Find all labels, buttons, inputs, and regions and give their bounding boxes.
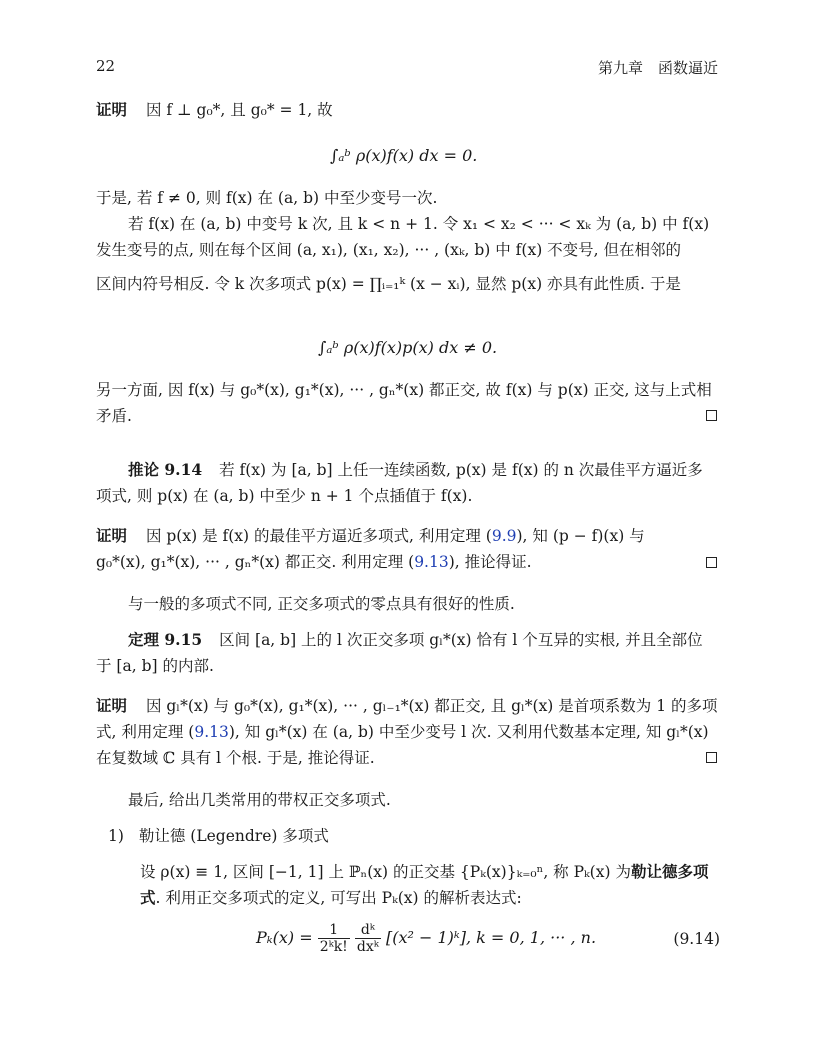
proof1-paragraph-2-line-3: 区间内符号相反. 令 k 次多项式 p(x) = ∏ᵢ₌₁ᵏ (x − xᵢ), 显然 p(x) 亦具有此性质. 于是 (96, 275, 681, 293)
legendre-text-2b: . 利用正交多项式的定义, 可写出 Pₖ(x) 的解析表达式: (155, 889, 522, 907)
legendre-line-1 (140, 862, 708, 882)
proof1-paragraph-3-line-2: 矛盾. (96, 407, 132, 425)
proof2-text-2b: ), 推论得证. (448, 553, 532, 571)
corollary-label: 推论 9.14 (128, 460, 203, 479)
equation-number: (9.14) (673, 930, 720, 948)
list-item-number: 1) (108, 827, 124, 845)
proof2-line-2 (96, 552, 532, 572)
theorem-reference-link[interactable]: 9.13 (194, 723, 229, 741)
proof2-line-1 (96, 526, 645, 546)
legendre-item (108, 826, 329, 846)
theorem-reference-link[interactable]: 9.9 (491, 527, 517, 545)
proof1-paragraph-2-line-1: 若 f(x) 在 (a, b) 中变号 k 次, 且 k < n + 1. 令 x₁ < x₂ < ··· < xₖ 为 (a, b) 中 f(x) (128, 215, 710, 233)
proof3-text-2b: ), 知 gₗ*(x) 在 (a, b) 中至少变号 l 次. 又利用代数基本定理, 知 gₗ*(x) (228, 723, 709, 741)
fraction-2 (355, 922, 381, 955)
equation-integral-1: ∫ₐᵇ ρ(x)f(x) dx = 0. (330, 146, 478, 165)
final-intro: 最后, 给出几类常用的带权正交多项式. (128, 791, 391, 809)
fraction-1-denominator: 2ᵏk! (319, 939, 348, 955)
proof3-line-1 (96, 696, 718, 716)
legendre-line-2 (140, 888, 522, 908)
proof3-line-3: 在复数域 ℂ 具有 l 个根. 于是, 推论得证. (96, 749, 375, 767)
theorem-line-2: 于 [a, b] 的内部. (96, 657, 214, 675)
proof1-intro: 因 f ⊥ g₀*, 且 g₀* = 1, 故 (145, 101, 333, 119)
proof1-paragraph-2-line-2: 发生变号的点, 则在每个区间 (a, x₁), (x₁, x₂), ··· , (xₖ, b) 中 f(x) 不变号, 但在相邻的 (96, 241, 682, 259)
theorem-text-1: 区间 [a, b] 上的 l 次正交多项 gₗ*(x) 恰有 l 个互异的实根, 并且全部位 (219, 631, 703, 649)
proof3-text-1: 因 gₗ*(x) 与 g₀*(x), g₁*(x), ··· , gₗ₋₁*(x) 都正交, 且 gₗ*(x) 是首项系数为 1 的多项 (145, 697, 718, 715)
page-number: 22 (96, 57, 116, 75)
legendre-item-title: 勒让德 (Legendre) 多项式 (138, 827, 329, 845)
legendre-text-1a: 设 ρ(x) ≡ 1, 区间 [−1, 1] 上 ℙₙ(x) 的正交基 {Pₖ(x)}ₖ₌₀ⁿ, 称 Pₖ(x) 为 (140, 863, 631, 881)
proof1-first-line (96, 100, 333, 120)
eq-lhs: Pₖ(x) = (256, 928, 318, 947)
fraction-1-numerator: 1 (318, 922, 350, 939)
eq-rhs: [(x² − 1)ᵏ], k = 0, 1, ··· , n. (385, 928, 597, 947)
qed-symbol (706, 410, 717, 421)
proof-label: 证明 (96, 526, 128, 545)
fraction-2-numerator: dᵏ (355, 922, 381, 939)
legendre-term-end: 式 (140, 888, 156, 907)
corollary-line-1 (128, 460, 703, 480)
proof1-paragraph-3-line-1: 另一方面, 因 f(x) 与 g₀*(x), g₁*(x), ··· , gₙ*(x) 都正交, 故 f(x) 与 p(x) 正交, 这与上式相 (96, 381, 712, 399)
corollary-line-2: 项式, 则 p(x) 在 (a, b) 中至少 n + 1 个点插值于 f(x). (96, 487, 473, 505)
proof3-line-2 (96, 722, 709, 742)
qed-symbol (706, 557, 717, 568)
chapter-title: 第九章 函数逼近 (597, 59, 718, 77)
theorem-label: 定理 9.15 (128, 630, 203, 649)
qed-symbol (706, 752, 717, 763)
proof2-text-2a: g₀*(x), g₁*(x), ··· , gₙ*(x) 都正交. 利用定理 ( (96, 553, 415, 571)
legendre-term: 勒让德多项 (630, 862, 709, 881)
proof-label: 证明 (96, 696, 128, 715)
fraction-2-denominator: dxᵏ (356, 939, 379, 955)
proof2-text-1b: ), 知 (p − f)(x) 与 (516, 527, 645, 545)
orthogonal-intro: 与一般的多项式不同, 正交多项式的零点具有很好的性质. (128, 595, 515, 613)
fraction-1 (318, 922, 350, 955)
proof3-text-2a: 式, 利用定理 ( (96, 723, 195, 741)
equation-legendre-rodrigues (256, 922, 596, 955)
corollary-text-1: 若 f(x) 为 [a, b] 上任一连续函数, p(x) 是 f(x) 的 n 次最佳平方逼近多 (219, 461, 703, 479)
theorem-reference-link[interactable]: 9.13 (414, 553, 449, 571)
proof-label: 证明 (96, 100, 128, 119)
proof2-text-1a: 因 p(x) 是 f(x) 的最佳平方逼近多项式, 利用定理 ( (145, 527, 492, 545)
theorem-line-1 (128, 630, 703, 650)
equation-integral-2: ∫ₐᵇ ρ(x)f(x)p(x) dx ≠ 0. (318, 338, 498, 357)
proof1-paragraph-1: 于是, 若 f ≠ 0, 则 f(x) 在 (a, b) 中至少变号一次. (96, 189, 438, 207)
